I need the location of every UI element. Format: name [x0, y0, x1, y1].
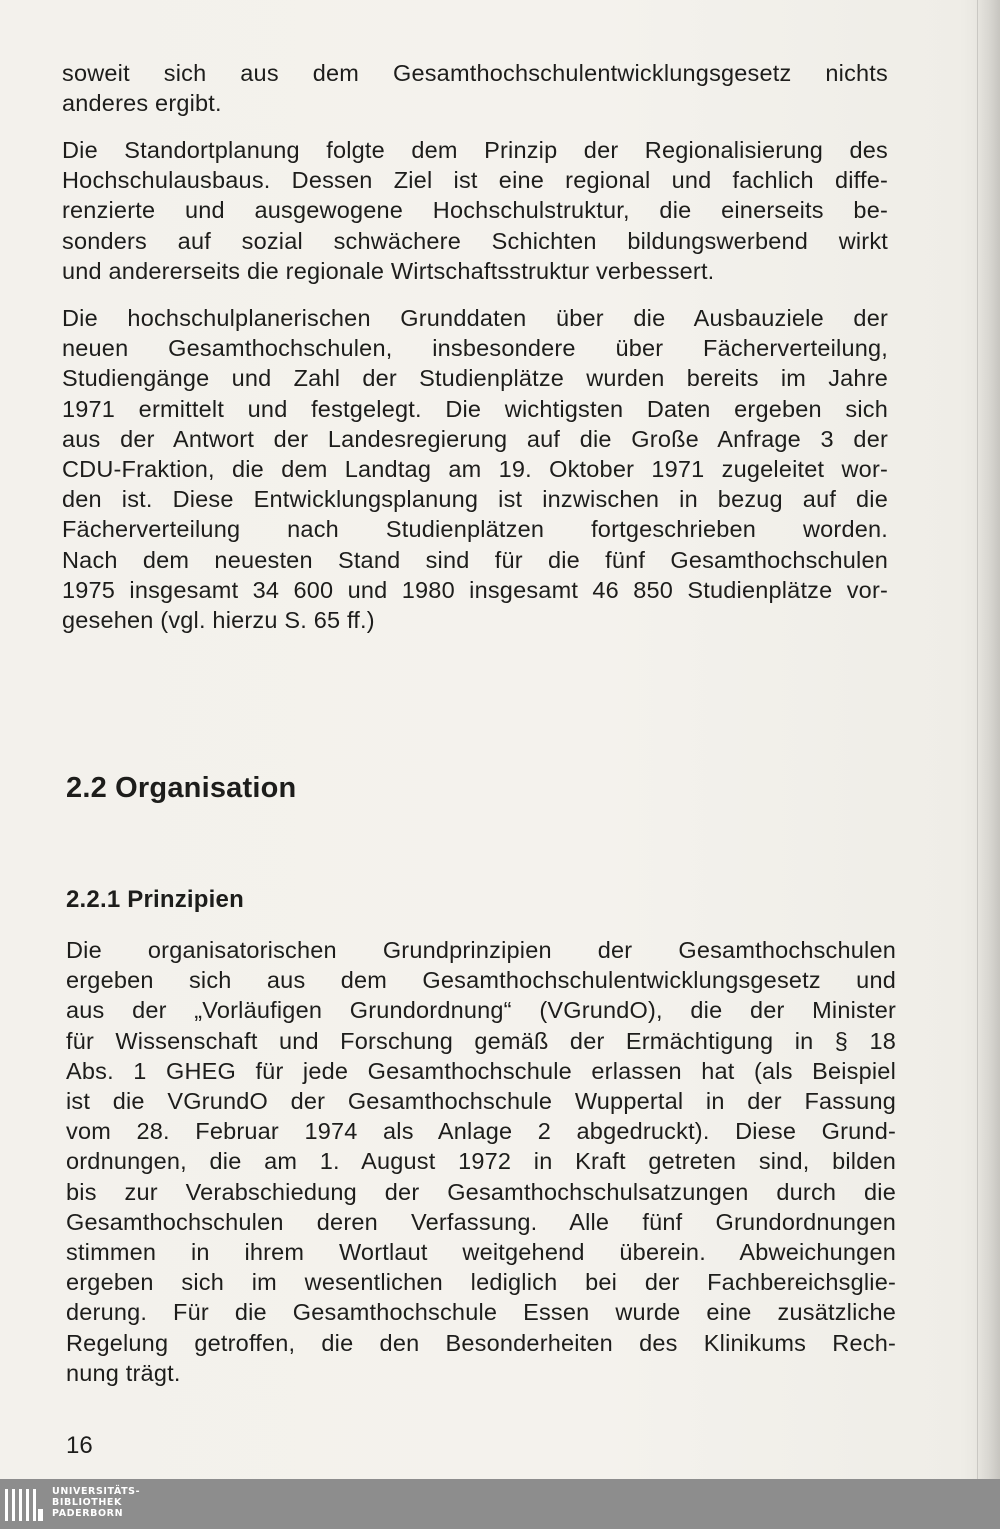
text-line: Abs. 1 GHEG für jede Gesamthochschule erlassen hat (als Beispiel	[66, 1057, 896, 1084]
text-line: und andererseits die regionale Wirtschaftsstruktur verbessert.	[62, 257, 715, 284]
text-line: Die hochschulplanerischen Grunddaten über die Ausbauziele der	[62, 305, 888, 331]
text-line: bis zur Verabschiedung der Gesamthochschulsatzungen durch die	[66, 1178, 896, 1205]
text-line: Fächerverteilung nach Studienplätzen fortgeschrieben worden.	[62, 516, 888, 543]
text-line: sonders auf sozial schwächere Schichten bildungswerbend wirkt	[62, 227, 888, 254]
page-number: 16	[66, 1432, 93, 1459]
paragraph-4	[66, 935, 896, 1388]
paragraph-2	[62, 135, 888, 286]
subsection-heading: 2.2.1 Prinzipien	[66, 886, 244, 913]
text-line: ordnungen, die am 1. August 1972 in Kraft getreten sind, bilden	[66, 1148, 896, 1175]
logo-line-3: PADERBORN	[52, 1508, 124, 1519]
text-line: für Wissenschaft und Forschung gemäß der Ermächtigung in § 18	[66, 1027, 896, 1054]
text-line: vom 28. Februar 1974 als Anlage 2 abgedruckt). Diese Grund-	[66, 1118, 896, 1145]
logo-line-1: UNIVERSITÄTS-	[52, 1486, 141, 1497]
text-line: Gesamthochschulen deren Verfassung. Alle fünf Grundordnungen	[66, 1208, 896, 1235]
text-line: Die organisatorischen Grundprinzipien der Gesamthochschulen	[66, 937, 896, 963]
text-line: derung. Für die Gesamthochschule Essen wurde eine zusätzliche	[66, 1299, 896, 1326]
text-line: gesehen (vgl. hierzu S. 65 ff.)	[62, 607, 375, 634]
library-logo-text	[52, 1486, 140, 1519]
text-line: Nach dem neuesten Stand sind für die fünf Gesamthochschulen	[62, 546, 888, 573]
text-line: Die Standortplanung folgte dem Prinzip der Regionalisierung des	[62, 137, 888, 163]
text-line: aus der „Vorläufigen Grundordnung“ (VGrundO), die der Minister	[66, 997, 896, 1024]
text-line: 1975 insgesamt 34 600 und 1980 insgesamt 46 850 Studienplätze vor-	[62, 576, 888, 603]
paragraph-3	[62, 303, 888, 635]
text-line: ist die VGrundO der Gesamthochschule Wuppertal in der Fassung	[66, 1088, 896, 1115]
text-line: soweit sich aus dem Gesamthochschulentwicklungsgesetz nichts	[62, 60, 888, 86]
text-line: renzierte und ausgewogene Hochschulstruktur, die einerseits be-	[62, 197, 888, 224]
text-line: stimmen in ihrem Wortlaut weitgehend überein. Abweichungen	[66, 1239, 896, 1266]
text-line: anderes ergibt.	[62, 90, 222, 117]
text-line: Studiengänge und Zahl der Studienplätze wurden bereits im Jahre	[62, 365, 888, 392]
text-line: ergeben sich im wesentlichen lediglich bei der Fachbereichsglie-	[66, 1269, 896, 1296]
text-line: nung trägt.	[66, 1359, 181, 1386]
text-line: 1971 ermittelt und festgelegt. Die wichtigsten Daten ergeben sich	[62, 395, 888, 422]
library-logo-icon	[4, 1487, 44, 1523]
text-line: ergeben sich aus dem Gesamthochschulentwicklungsgesetz und	[66, 967, 896, 994]
text-line: den ist. Diese Entwicklungsplanung ist inzwischen in bezug auf die	[62, 486, 888, 513]
text-line: CDU-Fraktion, die dem Landtag am 19. Oktober 1971 zugeleitet wor-	[62, 456, 888, 483]
logo-line-2: BIBLIOTHEK	[52, 1497, 122, 1508]
paragraph-1	[62, 58, 888, 118]
text-line: neuen Gesamthochschulen, insbesondere über Fächerverteilung,	[62, 335, 888, 362]
text-line: aus der Antwort der Landesregierung auf die Große Anfrage 3 der	[62, 425, 888, 452]
section-heading: 2.2 Organisation	[66, 772, 297, 804]
text-line: Regelung getroffen, die den Besonderheiten des Klinikums Rech-	[66, 1329, 896, 1356]
text-line: Hochschulausbaus. Dessen Ziel ist eine regional und fachlich diffe-	[62, 167, 888, 194]
library-footer-bar	[0, 1479, 1000, 1529]
page-edge-line	[977, 0, 978, 1479]
